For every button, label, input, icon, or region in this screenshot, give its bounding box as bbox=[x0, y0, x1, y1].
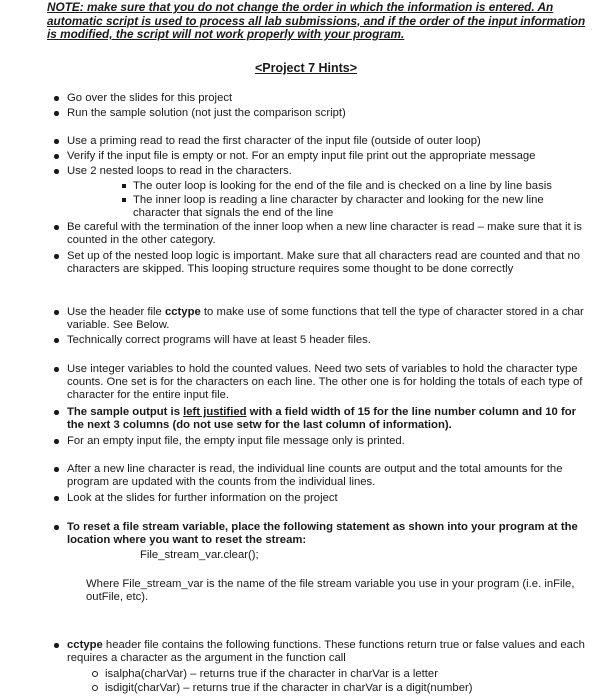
reset-stream-explanation: Where File_stream_var is the name of the file stream variable you use in your program (i.e. inFile, outFile, etc). bbox=[86, 578, 575, 603]
hint-item-empty-message: For an empty input file, the empty input file message only is printed. bbox=[67, 435, 587, 448]
output-format-pre: The sample output is bbox=[67, 406, 184, 418]
cctype-text-post: to make use of some functions that tell the type of character stored in a char variable. See Below. bbox=[67, 306, 584, 331]
sub-item-isalpha: isalpha(charVar) – returns true if the character in charVar is a letter bbox=[105, 668, 585, 681]
hint-item-cctype bbox=[67, 306, 587, 332]
hint-item-line-counts: After a new line character is read, the individual line counts are output and the total amounts for the program are updated with the counts from the individual lines. bbox=[67, 463, 587, 489]
hint-item-slides: Go over the slides for this project bbox=[67, 92, 587, 105]
sub-item-outer-loop: The outer loop is looking for the end of the file and is checked on a line by line basis bbox=[133, 180, 588, 193]
hint-item-reset-stream: To reset a file stream variable, place the following statement as shown into your program at the location where you want to reset the stream: bbox=[67, 521, 587, 547]
hint-item-termination: Be careful with the termination of the inner loop when a new line character is read – make sure that it is counted in the other category. bbox=[67, 221, 587, 247]
code-clear-statement: File_stream_var.clear(); bbox=[140, 549, 259, 561]
hint-item-priming-read: Use a priming read to read the first character of the input file (outside of outer loop) bbox=[67, 135, 587, 148]
sub-item-inner-loop: The inner loop is reading a line character by character and looking for the new line character that signals the end of the line bbox=[133, 194, 588, 220]
sub-item-isdigit: isdigit(charVar) – returns true if the character in charVar is a digit(number) bbox=[105, 682, 585, 695]
hint-item-look-slides: Look at the slides for further information on the project bbox=[67, 492, 587, 505]
hint-item-nested-loops: Use 2 nested loops to read in the characters. bbox=[67, 165, 587, 178]
cctype-text-pre: Use the header file bbox=[67, 306, 165, 318]
note-warning: NOTE: make sure that you do not change the order in which the information is entered. An automatic script is used to process all lab submissions, and if the order of the input information is modified, the script will not work properly with your program. bbox=[47, 0, 586, 41]
hint-item-loop-logic: Set up of the nested loop logic is important. Make sure that all characters read are counted and that no characters are skipped. This looping structure requires some thought to be done correctly bbox=[67, 250, 587, 276]
hint-item-output-format bbox=[67, 406, 587, 432]
hint-item-cctype-functions bbox=[67, 639, 587, 665]
hint-item-empty-check: Verify if the input file is empty or not. For an empty input file print out the appropriate message bbox=[67, 150, 587, 163]
project-hints-heading: <Project 7 Hints> bbox=[254, 61, 358, 75]
cctype-functions-keyword: cctype bbox=[67, 639, 103, 651]
cctype-functions-text: header file contains the following functions. These functions return true or false values and each requires a character as the argument in the function call bbox=[67, 639, 585, 664]
hint-item-header-files: Technically correct programs will have at least 5 header files. bbox=[67, 334, 587, 347]
hint-item-integer-variables: Use integer variables to hold the counted values. Need two sets of variables to hold the character type counts. One set is for the characters on each line. The other one is for holding the totals of each type of character for the entire input file. bbox=[67, 363, 587, 402]
cctype-keyword: cctype bbox=[164, 306, 201, 318]
output-format-post: with a field width of 15 for the line number column and 10 for the next 3 columns (do not use setw for the last column of information). bbox=[67, 406, 577, 431]
left-justified-text: left justified bbox=[183, 406, 247, 418]
hint-item-sample-solution: Run the sample solution (not just the comparison script) bbox=[67, 107, 587, 120]
